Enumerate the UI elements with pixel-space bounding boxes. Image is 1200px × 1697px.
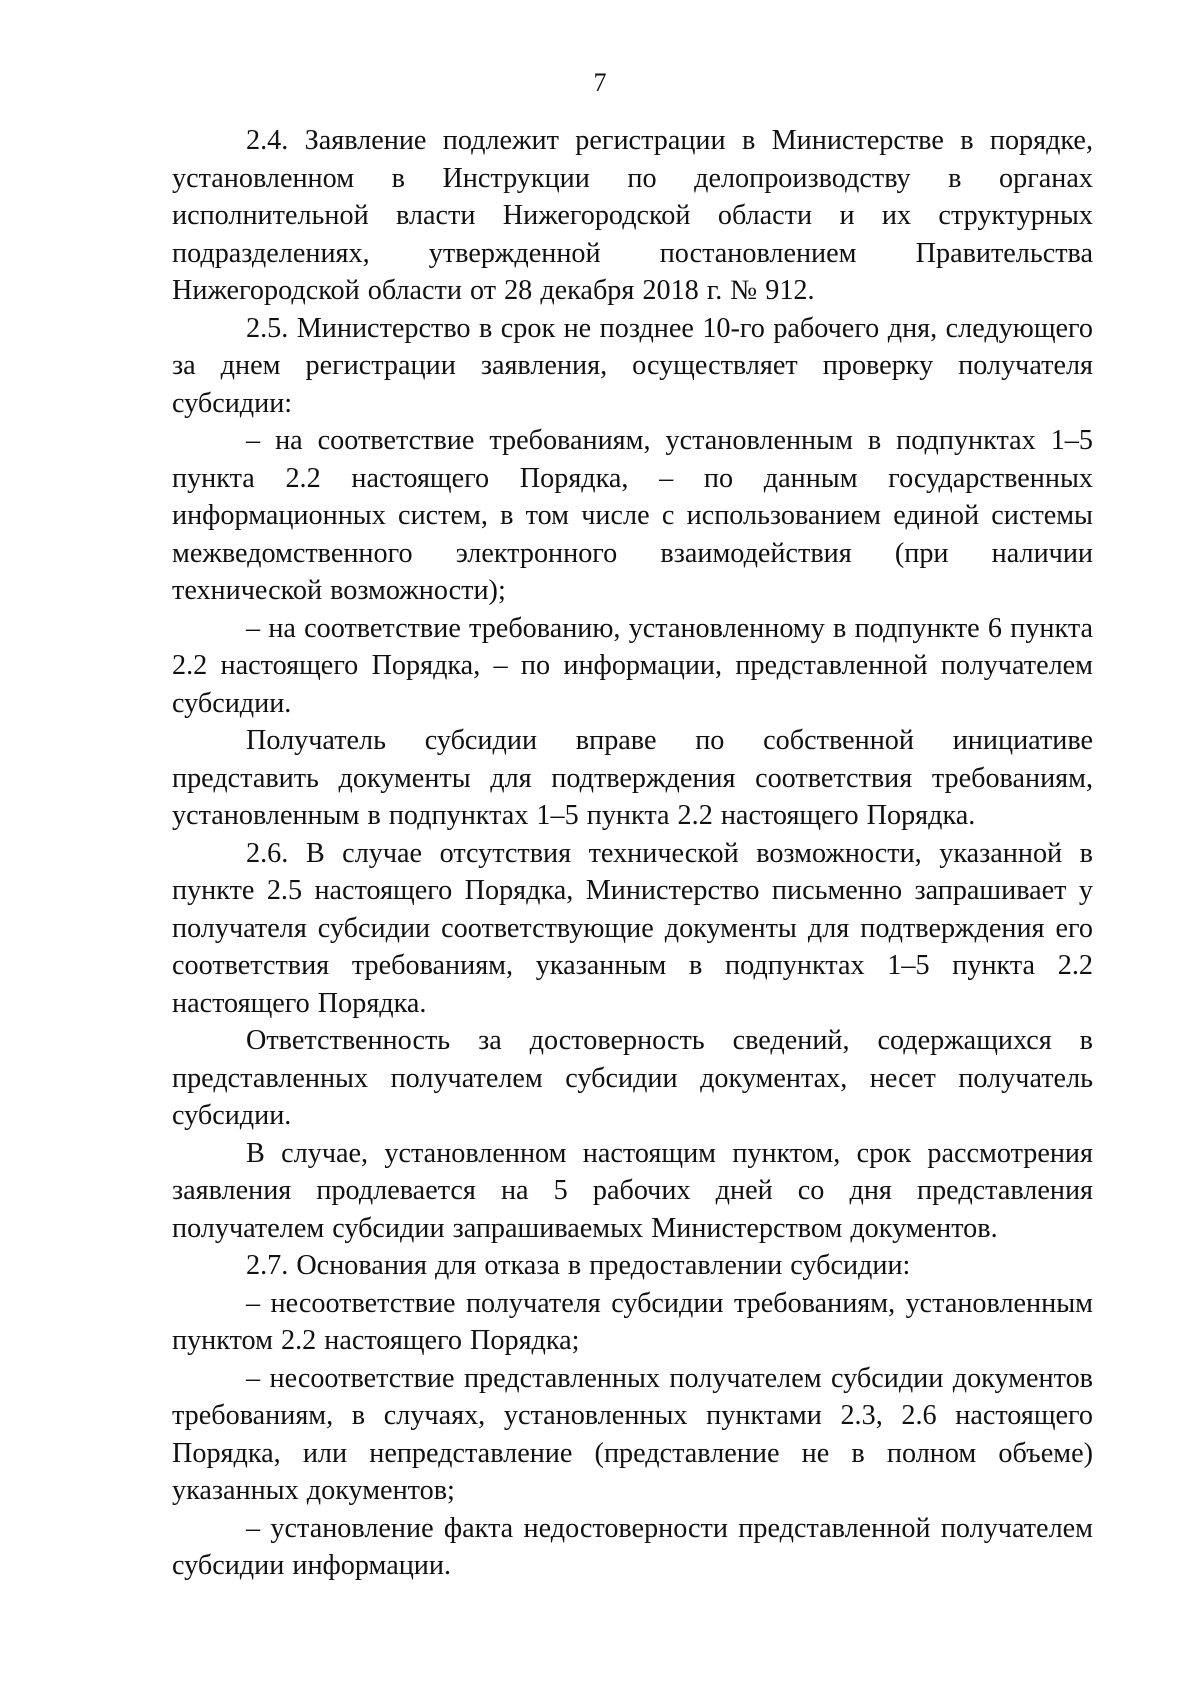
- paragraph-2-5-note: Получатель субсидии вправе по собственной инициативе представить документы для подтверждения соответствия требованиям, установленным в подпунктах 1–5 пункта 2.2 настоящего Порядка.: [172, 725, 1093, 831]
- paragraph-2-6-extension: В случае, установленном настоящим пунктом, срок рассмотрения заявления продлевается на 5 рабочих дней со дня представления получателем субсидии запрашиваемых Министерством документов.: [172, 1137, 1093, 1244]
- paragraph-2-7-item-1: – несоответствие получателя субсидии требованиям, установленным пунктом 2.2 настоящего Порядка;: [172, 1287, 1093, 1356]
- document-body: [172, 122, 1093, 1585]
- paragraph-2-6-responsibility: Ответственность за достоверность сведений, содержащихся в представленных получателем субсидии документах, несет получатель субсидии.: [172, 1025, 1093, 1131]
- paragraph-2-6: 2.6. В случае отсутствия технической возможности, указанной в пункте 2.5 настоящего Порядка, Министерство письменно запрашивает у получателя субсидии соответствующие документы для подтверждения его соответствия требованиям, указанным в подпунктах 1–5 пункта 2.2 настоящего Порядка.: [172, 837, 1093, 1019]
- paragraph-2-4: 2.4. Заявление подлежит регистрации в Министерстве в порядке, установленном в Инструкции по делопроизводству в органах исполнительной власти Нижегородской области и их структурных подразделениях, утвержденной постановлением Правительства Нижегородской области от 28 декабря 2018 г. № 912.: [172, 125, 1093, 306]
- paragraph-2-7-item-2: – несоответствие представленных получателем субсидии документов требованиям, в случаях, установленных пунктами 2.3, 2.6 настоящего Порядка, или непредставление (представление не в полном объеме) указанных документов;: [172, 1362, 1093, 1506]
- paragraph-2-7-item-3: – установление факта недостоверности представленной получателем субсидии информации.: [172, 1512, 1093, 1581]
- page-number: 7: [593, 68, 607, 97]
- paragraph-2-5-item-1: – на соответствие требованиям, установленным в подпунктах 1–5 пункта 2.2 настоящего Порядка, – по данным государственных информационных систем, в том числе с использованием единой системы межведомственного электронного взаимодействия (при наличии технической возможности);: [172, 425, 1093, 606]
- paragraph-2-7: 2.7. Основания для отказа в предоставлении субсидии:: [246, 1250, 911, 1281]
- paragraph-2-5: 2.5. Министерство в срок не позднее 10-го рабочего дня, следующего за днем регистрации заявления, осуществляет проверку получателя субсидии:: [172, 312, 1093, 419]
- paragraph-2-5-item-2: – на соответствие требованию, установленному в подпункте 6 пункта 2.2 настоящего Порядка, – по информации, представленной получателем субсидии.: [172, 612, 1093, 719]
